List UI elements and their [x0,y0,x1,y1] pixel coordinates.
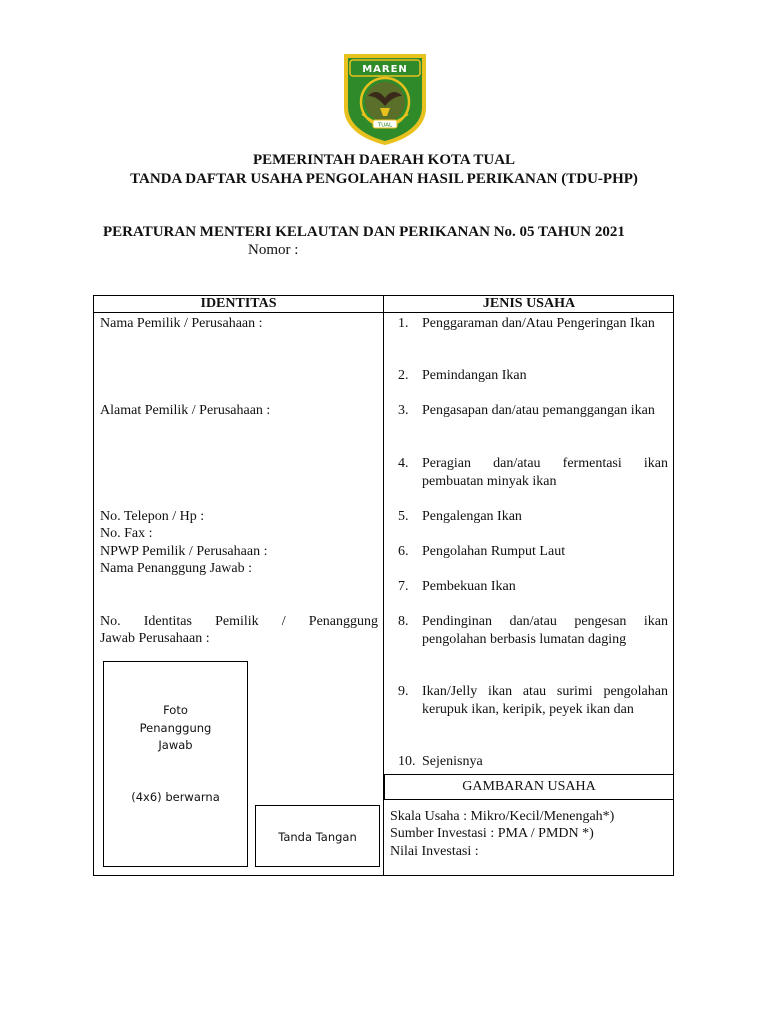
skala-usaha-label: Skala Usaha : Mikro/Kecil/Menengah*) [390,809,615,824]
gambaran-usaha-header: GAMBARAN USAHA [384,774,674,800]
header-divider [94,312,673,313]
photo-size-label: (4x6) berwarna [131,790,220,804]
fax-label: No. Fax : [100,526,153,541]
npwp-label: NPWP Pemilik / Perusahaan : [100,544,268,559]
document-title: TANDA DAFTAR USAHA PENGOLAHAN HASIL PERIKANAN (TDU-PHP) [130,171,638,187]
penanggung-jawab-label: Nama Penanggung Jawab : [100,561,253,576]
nama-pemilik-label: Nama Pemilik / Perusahaan : [100,316,263,331]
sumber-investasi-label: Sumber Investasi : PMA / PMDN *) [390,826,594,841]
regulation-reference: PERATURAN MENTERI KELAUTAN DAN PERIKANAN No. 05 TAHUN 2021 [103,224,625,240]
nomor-label: Nomor : [248,242,299,258]
maren-emblem-logo [340,50,430,146]
signature-box: Tanda Tangan [255,805,380,867]
svg-text:MAREN: MAREN [362,64,408,75]
photo-box [103,661,248,867]
nilai-investasi-label: Nilai Investasi : [390,844,479,859]
government-heading: PEMERINTAH DAERAH KOTA TUAL [252,152,516,168]
svg-text:TUAL: TUAL [377,122,393,129]
registration-table: IDENTITAS JENIS USAHA Nama Pemilik / Perusahaan : Alamat Pemilik / Perusahaan : No. Telepon / Hp : No. Fax : NPWP Pemilik / Perusahaan : Nama Penanggung Jawab : No. Identitas Pemilik / Penanggung Jawab Perusahaan : Foto Penanggung Jawab (4x6) berwarna Tanda Tangan 1. Penggaraman dan/Atau Pengeringan Ikan 2. Pemindangan Ikan 3. Pengasapan dan/atau pemanggangan ikan 4. Peragian dan/atau fermentasi ikan pembuatan minyak ikan 5. Pengalengan Ikan 6. Pengolahan Rumput Laut 7. Pembekuan Ikan 8. Pendinginan dan/atau pengesan ikan pengolahan berbasis lumatan daging 9. Ikan/Jelly ikan atau surimi pengolahan kerupuk ikan, keripik, peyek ikan dan 10. Sejenisnya GAMBARAN USAHA Skala Usaha : Mikro/Kecil/Menengah*) Sumber Investasi : PMA / PMDN *) Nilai Investasi : [93,295,674,876]
identitas-label-line2: Jawab Perusahaan : [100,631,210,646]
alamat-pemilik-label: Alamat Pemilik / Perusahaan : [100,403,271,418]
identitas-header: IDENTITAS [200,296,277,311]
telepon-label: No. Telepon / Hp : [100,509,205,524]
photo-label-foto: Foto [163,703,188,717]
photo-label-penanggung: Penanggung [139,720,212,735]
identitas-label-line1: No. Identitas Pemilik / Penanggung [100,614,378,629]
jenis-usaha-header: JENIS USAHA [482,296,576,311]
photo-label-jawab: Jawab [158,738,193,752]
